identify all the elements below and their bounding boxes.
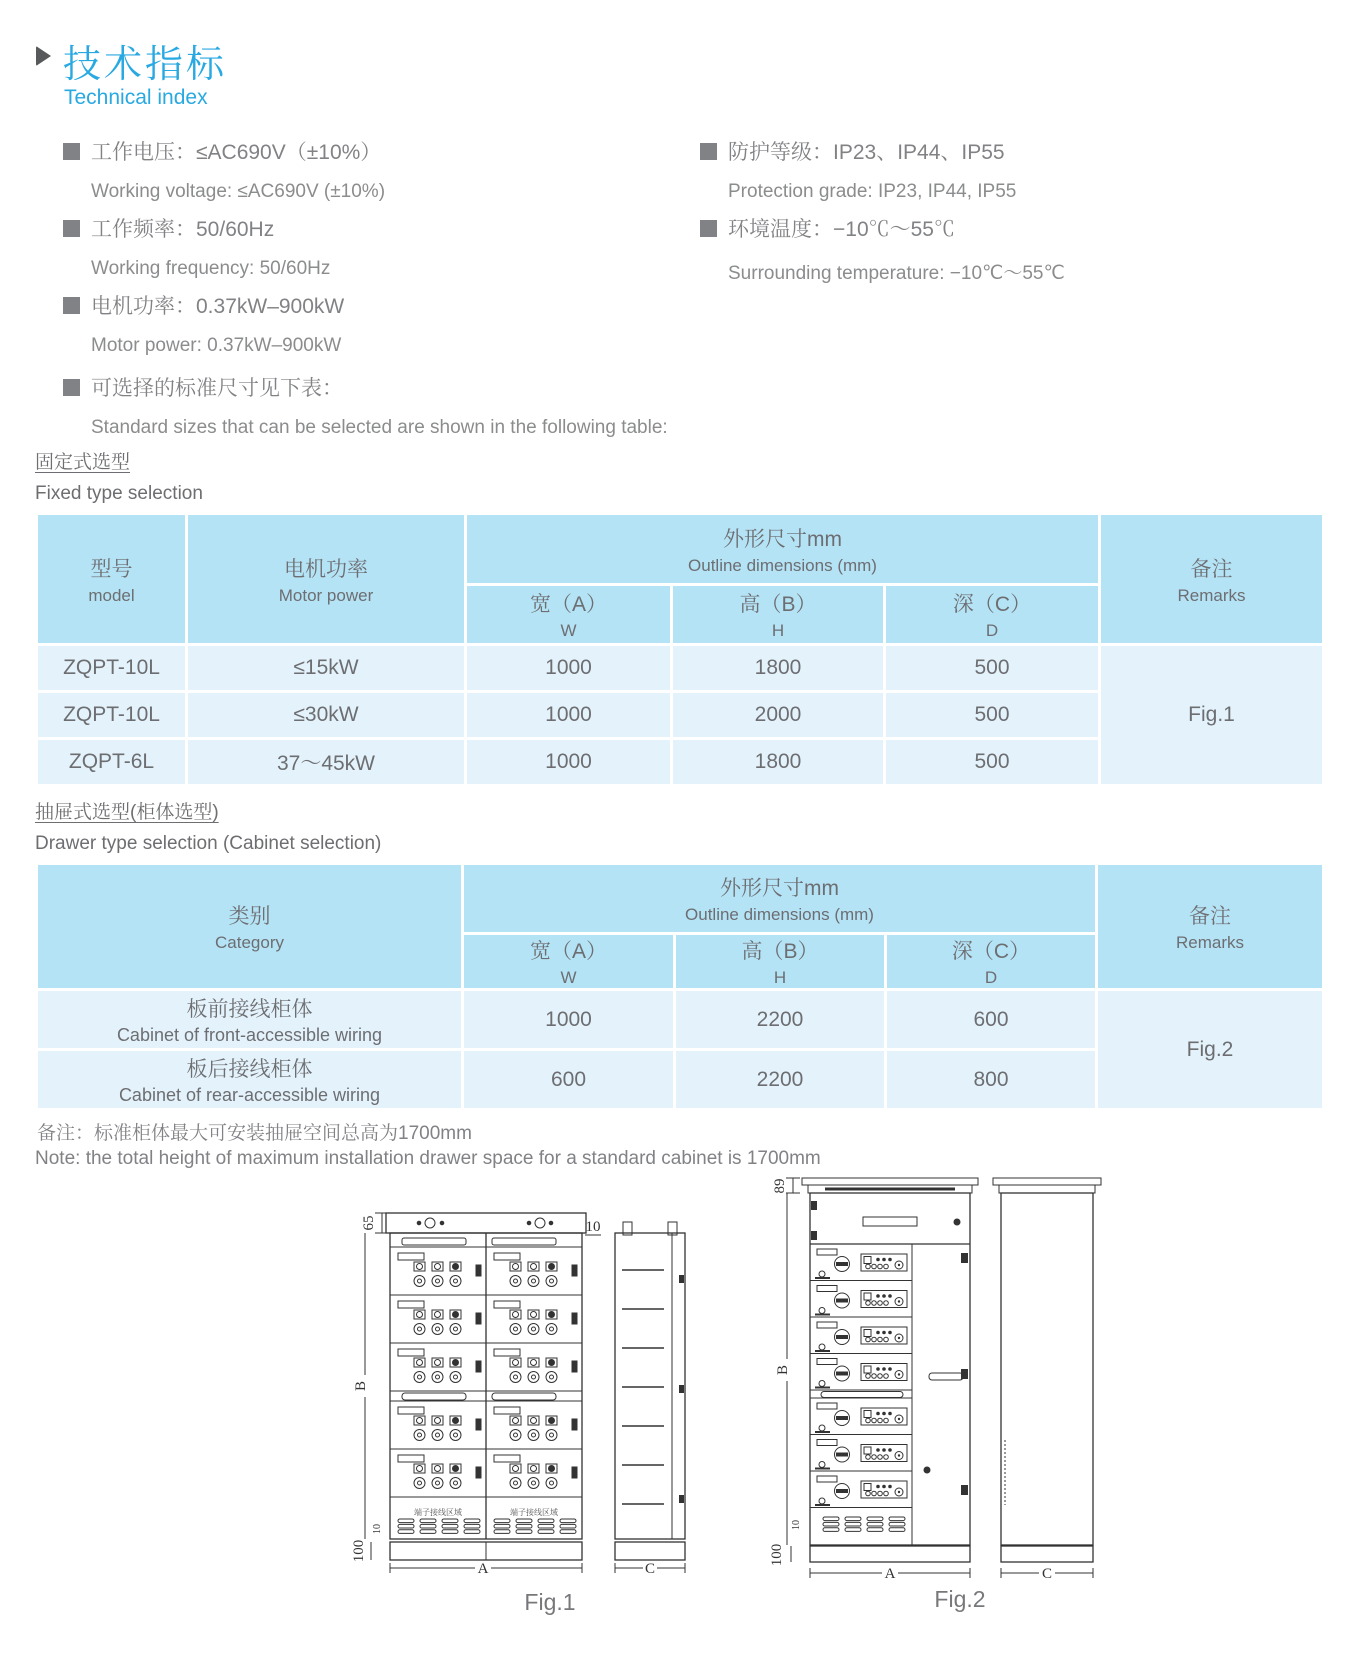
spec-cn-text: 防护等级：IP23、IP44、IP55 [728,141,1005,164]
page-subtitle: Technical index [64,86,208,109]
cell-model: ZQPT-10L [37,692,187,739]
fig1-dim-top-right: 10 [585,1219,601,1235]
fig2-front-view [802,1178,978,1562]
col-header-height: 高（B） H [675,934,886,990]
fig1-terminal-label: 端子接线区域 [510,1508,558,1517]
cell-height: 1800 [672,739,885,786]
cell-depth: 500 [885,645,1100,692]
section-title-cn: 抽屉式选型(柜体选型) [35,802,219,823]
bullet-square-icon [700,143,717,160]
cell-height: 2000 [672,692,885,739]
spec-protection-grade [700,136,1016,203]
spec-en-text: Working voltage: ≤AC690V (±10%) [91,181,386,202]
section-title-cn: 固定式选型 [35,452,131,473]
fig2-dim-height: B [775,1364,791,1376]
bullet-square-icon [700,220,717,237]
bullet-square-icon [63,220,80,237]
table-row [37,990,1324,1050]
spec-cn-text: 工作电压：≤AC690V（±10%） [91,141,382,164]
cell-width: 1000 [466,692,672,739]
spec-en-text: Protection grade: IP23, IP44, IP55 [728,181,1017,202]
fig1-dim-height: B [353,1380,369,1392]
fig1-dim-bottom-small: 10 [372,1524,383,1534]
cell-width: 600 [463,1050,675,1110]
cell-model: ZQPT-10L [37,645,187,692]
cell-depth: 600 [886,990,1097,1050]
cell-remark: Fig.1 [1100,645,1324,786]
spec-motor-power [63,290,344,357]
fig2-dim-depth: C [1041,1566,1053,1582]
col-header-category: 类别 Category [37,864,463,990]
fig1-terminal-label: 端子接线区域 [414,1508,462,1517]
drawer-type-section-label [35,797,381,855]
cell-height: 2200 [675,1050,886,1110]
section-title-en: Fixed type selection [35,483,203,504]
cell-depth: 500 [885,692,1100,739]
cell-category: 板前接线柜体 Cabinet of front-accessible wiring [37,990,463,1050]
spec-en-text: Motor power: 0.37kW–900kW [91,335,342,356]
fig1-drawing [335,1155,705,1630]
cell-remark: Fig.2 [1097,990,1324,1110]
cell-category: 板后接线柜体 Cabinet of rear-accessible wiring [37,1050,463,1110]
spec-en-text: Surrounding temperature: −10℃～55℃ [728,263,1065,284]
fig1-dim-plinth: 100 [351,1539,367,1563]
spec-cn-text: 工作频率：50/60Hz [91,218,275,241]
spec-working-frequency [63,213,330,280]
fig1-dim-width: A [477,1561,489,1577]
note-cn: 备注：标准柜体最大可安装抽屉空间总高为1700mm [37,1123,472,1144]
col-header-width: 宽（A） W [463,934,675,990]
bullet-square-icon [63,379,80,396]
fig1-side-view [615,1222,685,1560]
fig2-dim-width: A [884,1566,896,1582]
cell-power: ≤15kW [187,645,466,692]
fig1-caption: Fig.1 [524,1589,576,1615]
drawer-type-table [35,862,1325,1111]
spec-standard-sizes-intro [63,372,668,439]
fig1-front-view [386,1213,586,1560]
fig2-caption: Fig.2 [934,1586,986,1612]
bullet-square-icon [63,297,80,314]
table-row [37,645,1324,692]
fig2-side-view [993,1178,1101,1562]
fig2-drawing [735,1145,1115,1630]
col-header-width: 宽（A） W [466,585,672,645]
cell-depth: 500 [885,739,1100,786]
col-header-model: 型号 model [37,514,187,645]
col-header-depth: 深（C） D [885,585,1100,645]
fig2-dim-top: 89 [772,1178,788,1194]
spec-working-voltage [63,136,385,203]
cell-depth: 800 [886,1050,1097,1110]
cell-width: 1000 [466,739,672,786]
fixed-type-section-label [35,447,203,505]
col-header-remarks: 备注 Remarks [1097,864,1324,990]
cell-width: 1000 [466,645,672,692]
col-header-outline-dimensions: 外形尺寸mm Outline dimensions (mm) [466,514,1100,585]
spec-cn-text: 可选择的标准尺寸见下表： [91,377,343,400]
cell-height: 2200 [675,990,886,1050]
cell-width: 1000 [463,990,675,1050]
fig2-dim-bottom-small: 10 [791,1520,802,1530]
spec-cn-text: 环境温度：−10℃～55℃ [728,218,955,241]
fig1-dim-depth: C [644,1561,656,1577]
cell-height: 1800 [672,645,885,692]
spec-cn-text: 电机功率：0.37kW–900kW [91,295,345,318]
fig2-dim-plinth: 100 [769,1543,785,1567]
cell-power: ≤30kW [187,692,466,739]
note-en: Note: the total height of maximum installation drawer space for a standard cabinet is 1700mm [35,1148,821,1169]
page-title: 技术指标 [63,44,228,86]
col-header-motor-power: 电机功率 Motor power [187,514,466,645]
spec-en-text: Standard sizes that can be selected are shown in the following table: [91,417,668,438]
bullet-square-icon [63,143,80,160]
fig1-dim-top: 65 [361,1215,377,1231]
spec-surrounding-temperature [700,213,1065,285]
cell-model: ZQPT-6L [37,739,187,786]
title-arrow-icon [36,46,51,66]
col-header-height: 高（B） H [672,585,885,645]
section-title-en: Drawer type selection (Cabinet selection) [35,833,382,854]
cell-power: 37～45kW [187,739,466,786]
spec-en-text: Working frequency: 50/60Hz [91,258,331,279]
fixed-type-table [35,512,1325,787]
col-header-outline-dimensions: 外形尺寸mm Outline dimensions (mm) [463,864,1097,934]
col-header-depth: 深（C） D [886,934,1097,990]
col-header-remarks: 备注 Remarks [1100,514,1324,645]
